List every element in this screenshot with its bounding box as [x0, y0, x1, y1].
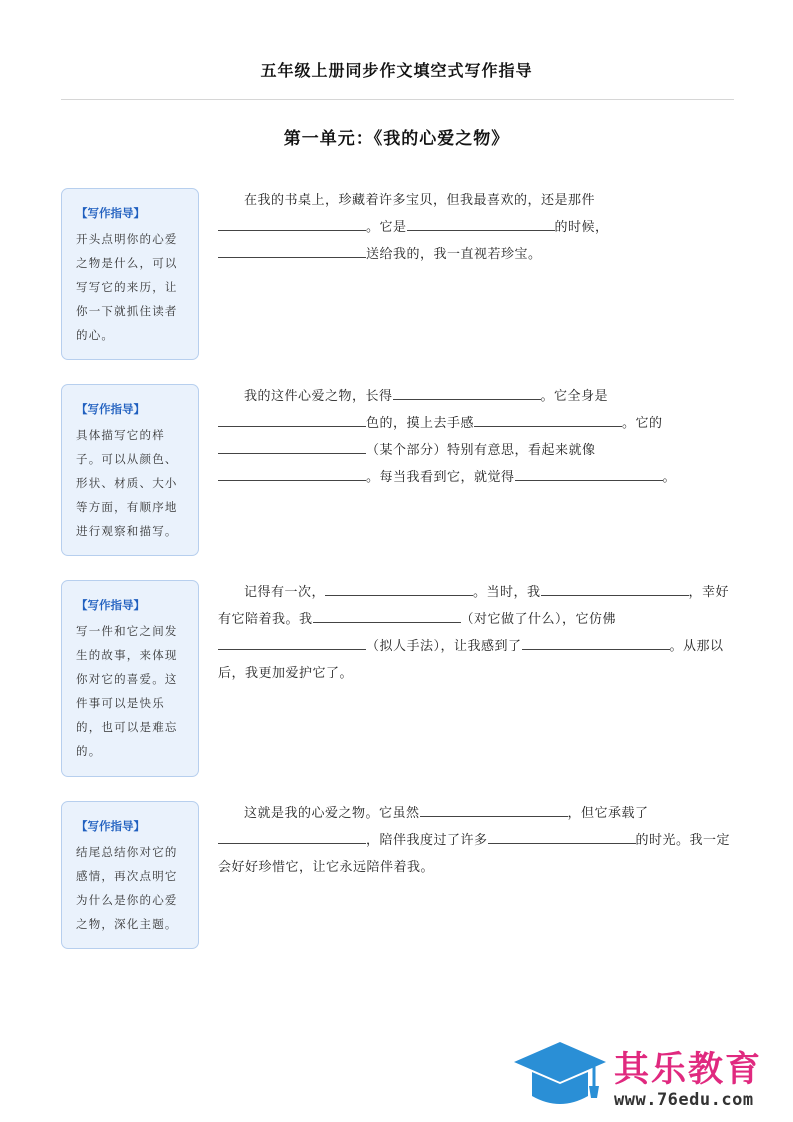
guide-text: 结尾总结你对它的感情，再次点明它为什么是你的心爱之物，深化主题。 — [76, 845, 178, 931]
fill-blank[interactable] — [407, 216, 555, 231]
guide-text: 具体描写它的样子。可以从颜色、形状、材质、大小等方面，有顺序地进行观察和描写。 — [76, 428, 178, 538]
fill-paragraph — [218, 579, 734, 687]
guide-heading: 【写作指导】 — [76, 598, 145, 612]
text-segment: ，幸好有它陪着我。我 — [218, 585, 730, 627]
fill-blank[interactable] — [218, 439, 366, 454]
writing-guide-box — [61, 580, 199, 777]
guide-heading: 【写作指导】 — [76, 206, 145, 220]
text-segment: 。从那以后，我更加爱护它了。 — [218, 639, 724, 681]
fill-blank[interactable] — [218, 466, 366, 481]
fill-blank[interactable] — [218, 635, 366, 650]
writing-guide-box — [61, 384, 199, 556]
fill-blank[interactable] — [218, 412, 366, 427]
logo-url: www.76edu.com — [614, 1090, 754, 1110]
unit-title: 第一单元：《我的心爱之物》 — [283, 129, 510, 149]
text-segment: （拟人手法），让我感到了 — [366, 639, 522, 654]
text-segment: 。当时，我 — [473, 585, 541, 600]
text-segment: 的时候， — [554, 220, 609, 235]
graduation-cap-icon — [512, 1040, 608, 1116]
guide-heading: 【写作指导】 — [76, 819, 145, 833]
page-header-title: 五年级上册同步作文填空式写作指导 — [260, 61, 533, 80]
text-segment: ，陪伴我度过了许多 — [366, 833, 488, 848]
logo-name: 其乐教育 — [614, 1050, 763, 1090]
text-segment: 这就是我的心爱之物。它虽然 — [244, 806, 420, 821]
text-segment: 送给我的，我一直视若珍宝。 — [366, 247, 542, 262]
fill-paragraph — [218, 187, 734, 268]
fill-blank[interactable] — [488, 829, 636, 844]
fill-blank[interactable] — [218, 829, 366, 844]
fill-blank[interactable] — [541, 581, 689, 596]
text-segment: （对它做了什么），它仿佛 — [460, 612, 617, 627]
text-segment: 。每当我看到它，就觉得 — [366, 470, 515, 485]
text-segment: （某个部分）特别有意思，看起来就像 — [366, 443, 596, 458]
fill-blank[interactable] — [420, 802, 568, 817]
guide-heading: 【写作指导】 — [76, 402, 145, 416]
writing-guide-box — [61, 188, 199, 360]
fill-blank[interactable] — [522, 635, 670, 650]
text-segment: 记得有一次， — [244, 585, 326, 600]
fill-paragraph — [218, 383, 734, 491]
text-segment: 我的这件心爱之物，长得 — [244, 389, 393, 404]
fill-blank[interactable] — [474, 412, 622, 427]
text-segment: 的时光。我一定会好好珍惜它，让它永远陪伴着我。 — [218, 833, 731, 875]
guide-text: 开头点明你的心爱之物是什么，可以写写它的来历，让你一下就抓住读者的心。 — [76, 232, 178, 342]
text-segment: ，但它承载了 — [567, 806, 649, 821]
fill-blank[interactable] — [325, 581, 473, 596]
header-divider — [61, 99, 734, 100]
fill-paragraph — [218, 800, 734, 881]
text-segment: 。它全身是 — [540, 389, 609, 404]
fill-blank[interactable] — [218, 216, 366, 231]
fill-blank[interactable] — [313, 608, 461, 623]
text-segment: 色的，摸上去手感 — [366, 416, 475, 431]
guide-text: 写一件和它之间发生的故事，来体现你对它的喜爱。这件事可以是快乐的，也可以是难忘的。 — [76, 624, 178, 758]
text-segment: 。它是 — [366, 220, 407, 235]
fill-blank[interactable] — [393, 385, 541, 400]
fill-blank[interactable] — [515, 466, 663, 481]
text-segment: 。 — [662, 470, 677, 485]
text-segment: 。它的 — [622, 416, 663, 431]
brand-logo — [512, 1040, 784, 1116]
writing-guide-box — [61, 801, 199, 949]
fill-blank[interactable] — [218, 243, 366, 258]
text-segment: 在我的书桌上，珍藏着许多宝贝，但我最喜欢的，还是那件 — [244, 193, 596, 208]
